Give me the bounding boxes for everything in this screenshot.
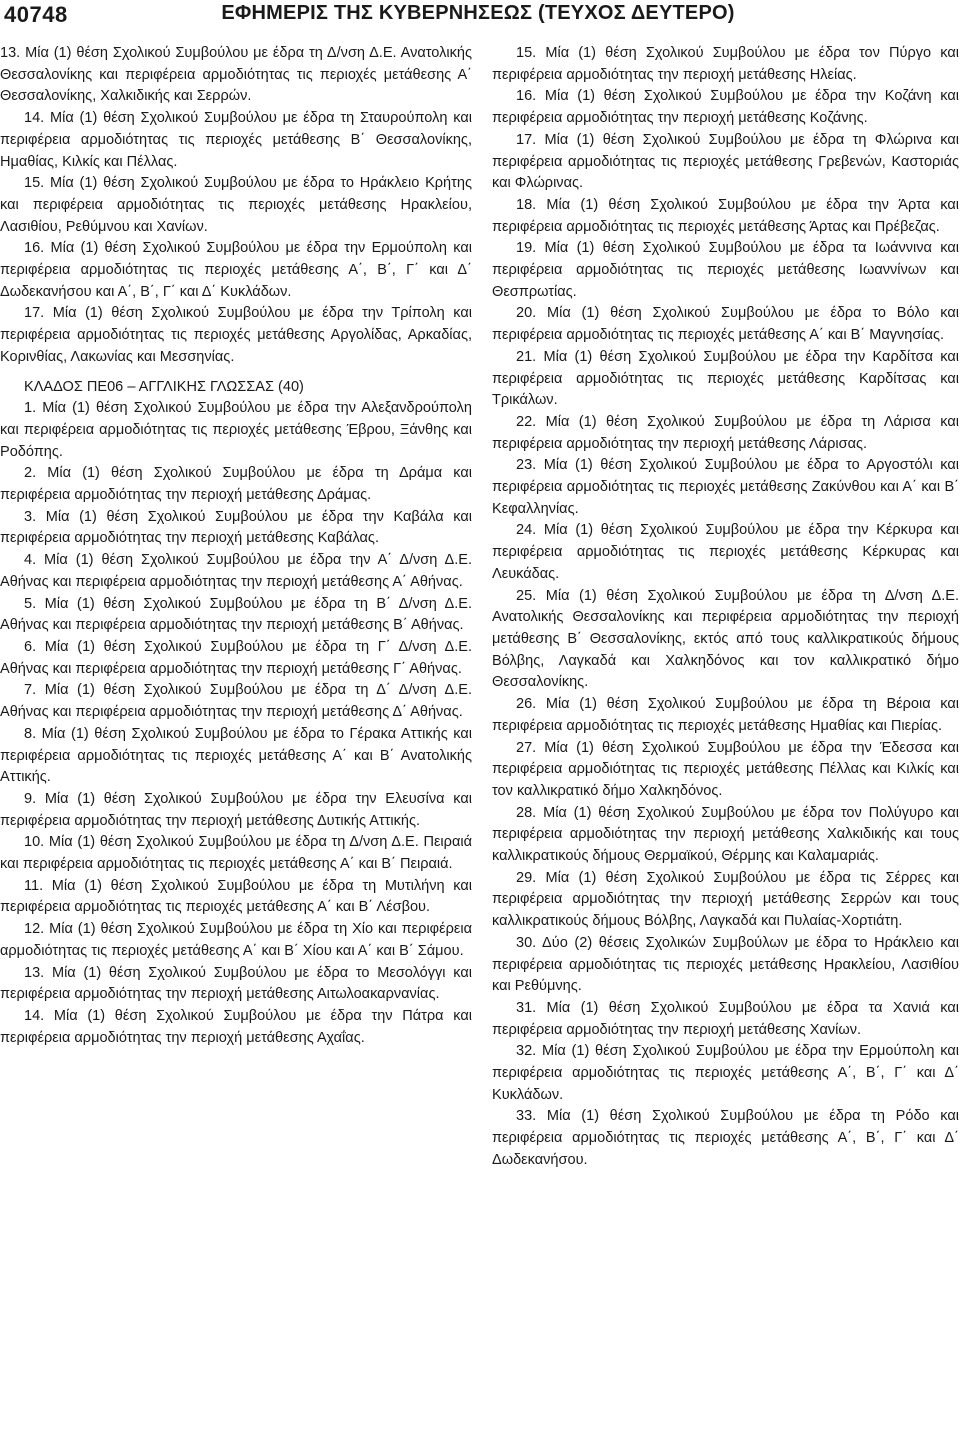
paragraph: 16. Μία (1) θέση Σχολικού Συμβούλου με έδρα την Ερμούπολη και περιφέρεια αρμοδιότητας τις περιοχές μετάθεσης Α΄, Β΄, Γ΄ και Δ΄ Δωδεκανήσου και Α΄, Β΄, Γ΄ και Δ΄ Κυκλάδων.: [0, 240, 472, 300]
paragraph: 17. Μία (1) θέση Σχολικού Συμβούλου με έδρα την Τρίπολη και περιφέρεια αρμοδιότητας τις περιοχές μετάθεσης Αργολίδας, Αρκαδίας, Κορινθίας, Λακωνίας και Μεσσηνίας.: [0, 305, 472, 365]
paragraph: 3. Μία (1) θέση Σχολικού Συμβούλου με έδρα την Καβάλα και περιφέρεια αρμοδιότητας την περιοχή μετάθεσης Καβάλας.: [0, 508, 472, 547]
page-number: 40748: [4, 2, 68, 27]
paragraph: 26. Μία (1) θέση Σχολικού Συμβούλου με έδρα τη Βέροια και περιφέρεια αρμοδιότητας τις περιοχές μετάθεσης Ημαθίας και Πιερίας.: [492, 696, 959, 734]
paragraph: 20. Μία (1) θέση Σχολικού Συμβούλου με έδρα το Βόλο και περιφέρεια αρμοδιότητας τις περιοχές μετάθεσης Α΄ και Β΄ Μαγνησίας.: [492, 305, 959, 344]
paragraph: 27. Μία (1) θέση Σχολικού Συμβούλου με έδρα την Έδεσσα και περιφέρεια αρμοδιότητας τις περιοχές μετάθεσης Πέλλας και Κιλκίς και τον καλλικρατικό δήμο Χαλκηδόνος.: [492, 739, 959, 799]
paragraph: 30. Δύο (2) θέσεις Σχολικών Συμβούλων με έδρα το Ηράκλειο και περιφέρεια αρμοδιότητας τις περιοχές μετάθεσης Ηρακλείου, Λασιθίου και Ρεθύμνης.: [492, 934, 959, 995]
paragraph: 9. Μία (1) θέση Σχολικού Συμβούλου με έδρα την Ελευσίνα και περιφέρεια αρμοδιότητας την περιοχή μετάθεσης Δυτικής Αττικής.: [0, 790, 472, 829]
paragraph: 18. Μία (1) θέση Σχολικού Συμβούλου με έδρα την Άρτα και περιφέρεια αρμοδιότητας τις περιοχές μετάθεσης Άρτας και Πρέβεζας.: [492, 196, 959, 235]
paragraph: 15. Μία (1) θέση Σχολικού Συμβούλου με έδρα το Ηράκλειο Κρήτης και περιφέρεια αρμοδιότητας τις περιοχές μετάθεσης Ηρακλείου, Λασιθίου, Ρεθύμνου και Χανίων.: [0, 175, 472, 235]
paragraph: 2. Μία (1) θέση Σχολικού Συμβούλου με έδρα τη Δράμα και περιφέρεια αρμοδιότητας την περιοχή μετάθεσης Δράμας.: [0, 465, 472, 504]
paragraph: 19. Μία (1) θέση Σχολικού Συμβούλου με έδρα τα Ιωάννινα και περιφέρεια αρμοδιότητας τις περιοχές μετάθεσης Ιωαννίνων και Θεσπρωτίας.: [492, 240, 959, 300]
paragraph: 4. Μία (1) θέση Σχολικού Συμβούλου με έδρα την Α΄ Δ/νση Δ.Ε. Αθήνας και περιφέρεια αρμοδιότητας την περιοχή μετάθεσης Α΄ Αθήνας.: [0, 552, 472, 590]
paragraph: 14. Μία (1) θέση Σχολικού Συμβούλου με έδρα τη Σταυρούπολη και περιφέρεια αρμοδιότητας τις περιοχές μετάθεσης Β΄ Θεσσαλονίκης, Ημαθίας, Κιλκίς και Πέλλας.: [0, 110, 472, 170]
paragraph: 10. Μία (1) θέση Σχολικού Συμβούλου με έδρα τη Δ/νση Δ.Ε. Πειραιά και περιφέρεια αρμοδιότητας τις περιοχές μετάθεσης Α΄ και Β΄ Πειραιά.: [0, 834, 472, 873]
paragraph: 22. Μία (1) θέση Σχολικού Συμβούλου με έδρα τη Λάρισα και περιφέρεια αρμοδιότητας την περιοχή μετάθεσης Λάρισας.: [492, 413, 959, 452]
page-header: [0, 0, 960, 32]
left-column: [0, 43, 472, 1049]
paragraph: 28. Μία (1) θέση Σχολικού Συμβούλου με έδρα τον Πολύγυρο και περιφέρεια αρμοδιότητας την περιοχή μετάθεσης Χαλκιδικής και τους καλλικρατικούς δήμους Θερμαϊκού, Θέρμης και Καλαμαριάς.: [492, 804, 959, 865]
paragraph: 12. Μία (1) θέση Σχολικού Συμβούλου με έδρα τη Χίο και περιφέρεια αρμοδιότητας τις περιοχές μετάθεσης Α΄ και Β΄ Χίου και Α΄ και Β΄ Σάμου.: [0, 921, 472, 959]
paragraph: 31. Μία (1) θέση Σχολικού Συμβούλου με έδρα τα Χανιά και περιφέρεια αρμοδιότητας την περιοχή μετάθεσης Χανίων.: [492, 999, 959, 1038]
paragraph: 33. Μία (1) θέση Σχολικού Συμβούλου με έδρα τη Ρόδο και περιφέρεια αρμοδιότητας τις περιοχές μετάθεσης Α΄, Β΄, Γ΄ και Δ΄ Δωδεκανήσου.: [492, 1108, 959, 1168]
gazette-title: ΕΦΗΜΕΡΙΣ ΤΗΣ ΚΥΒΕΡΝΗΣΕΩΣ (ΤΕΥΧΟΣ ΔΕΥΤΕΡΟ): [221, 2, 735, 24]
left-paragraphs-a: [0, 43, 472, 369]
paragraph: 14. Μία (1) θέση Σχολικού Συμβούλου με έδρα την Πάτρα και περιφέρεια αρμοδιότητας την περιοχή μετάθεσης Αχαΐας.: [0, 1007, 472, 1046]
paragraph: 17. Μία (1) θέση Σχολικού Συμβούλου με έδρα τη Φλώρινα και περιφέρεια αρμοδιότητας τις περιοχές μετάθεσης Γρεβενών, Καστοριάς και Φλώρινας.: [492, 131, 959, 192]
paragraph: 21. Μία (1) θέση Σχολικού Συμβούλου με έδρα την Καρδίτσα και περιφέρεια αρμοδιότητας τις περιοχές μετάθεσης Καρδίτσας και Τρικάλων.: [492, 348, 959, 409]
paragraph: 23. Μία (1) θέση Σχολικού Συμβούλου με έδρα το Αργοστόλι και περιφέρεια αρμοδιότητας τις περιοχές μετάθεσης Ζακύνθου και Α΄ και Β΄ Κεφαλληνίας.: [492, 457, 959, 517]
paragraph: 7. Μία (1) θέση Σχολικού Συμβούλου με έδρα τη Δ΄ Δ/νση Δ.Ε. Αθήνας και περιφέρεια αρμοδιότητας την περιοχή μετάθεσης Δ΄ Αθήνας.: [0, 682, 472, 721]
paragraph: 13. Μία (1) θέση Σχολικού Συμβούλου με έδρα τη Δ/νση Δ.Ε. Ανατολικής Θεσσαλονίκης και περιφέρεια αρμοδιότητας τις περιοχές μετάθεσης Α΄ Θεσσαλονίκης, Χαλκιδικής και Σερρών.: [0, 45, 472, 105]
right-column: [492, 43, 959, 1172]
paragraph: 11. Μία (1) θέση Σχολικού Συμβούλου με έδρα τη Μυτιλήνη και περιφέρεια αρμοδιότητας τις περιοχές μετάθεσης Α΄ και Β΄ Λέσβου.: [0, 877, 472, 916]
paragraph: 24. Μία (1) θέση Σχολικού Συμβούλου με έδρα την Κέρκυρα και περιφέρεια αρμοδιότητας τις περιοχές μετάθεσης Κέρκυρας και Λευκάδας.: [492, 522, 959, 582]
paragraph: 32. Μία (1) θέση Σχολικού Συμβούλου με έδρα την Ερμούπολη και περιφέρεια αρμοδιότητας τις περιοχές μετάθεσης Α΄, Β΄, Γ΄ και Δ΄ Κυκλάδων.: [492, 1043, 959, 1103]
left-paragraphs-b: [0, 398, 472, 1049]
section-heading: ΚΛΑΔΟΣ ΠΕ06 – ΑΓΓΛΙΚΗΣ ΓΛΩΣΣΑΣ (40): [24, 378, 304, 395]
paragraph: 5. Μία (1) θέση Σχολικού Συμβούλου με έδρα τη Β΄ Δ/νση Δ.Ε. Αθήνας και περιφέρεια αρμοδιότητας την περιοχή μετάθεσης Β΄ Αθήνας.: [0, 595, 472, 634]
paragraph: 13. Μία (1) θέση Σχολικού Συμβούλου με έδρα το Μεσολόγγι και περιφέρεια αρμοδιότητας την περιοχή μετάθεσης Αιτωλοακαρνανίας.: [0, 964, 472, 1003]
paragraph: 6. Μία (1) θέση Σχολικού Συμβούλου με έδρα τη Γ΄ Δ/νση Δ.Ε. Αθήνας και περιφέρεια αρμοδιότητας την περιοχή μετάθεσης Γ΄ Αθήνας.: [0, 638, 472, 677]
paragraph: 25. Μία (1) θέση Σχολικού Συμβούλου με έδρα τη Δ/νση Δ.Ε. Ανατολικής Θεσσαλονίκης και περιφέρεια αρμοδιότητας την περιοχή μετάθεσης Β΄ Θεσσαλονίκης, εκτός από τους καλλικρατικούς δήμους Βόλβης, Λαγκαδά και Χαλκηδόνος και τον καλλικρατικό δήμο Θεσσαλονίκης.: [492, 587, 959, 691]
paragraph: 8. Μία (1) θέση Σχολικού Συμβούλου με έδρα το Γέρακα Αττικής και περιφέρεια αρμοδιότητας τις περιοχές μετάθεσης Α΄ και Β΄ Ανατολικής Αττικής.: [0, 725, 472, 786]
paragraph: 29. Μία (1) θέση Σχολικού Συμβούλου με έδρα τις Σέρρες και περιφέρεια αρμοδιότητας την περιοχή μετάθεσης Σερρών και τους καλλικρατικούς δήμους Βόλβης, Λαγκαδά και Πυλαίας-Χορτιάτη.: [492, 869, 959, 930]
paragraph: 16. Μία (1) θέση Σχολικού Συμβούλου με έδρα την Κοζάνη και περιφέρεια αρμοδιότητας την περιοχή μετάθεσης Κοζάνης.: [492, 88, 959, 127]
paragraph: 15. Μία (1) θέση Σχολικού Συμβούλου με έδρα τον Πύργο και περιφέρεια αρμοδιότητας την περιοχή μετάθεσης Ηλείας.: [492, 45, 959, 83]
paragraph: 1. Μία (1) θέση Σχολικού Συμβούλου με έδρα την Αλεξανδρούπολη και περιφέρεια αρμοδιότητας τις περιοχές μετάθεσης Έβρου, Ξάνθης και Ροδόπης.: [0, 400, 472, 460]
